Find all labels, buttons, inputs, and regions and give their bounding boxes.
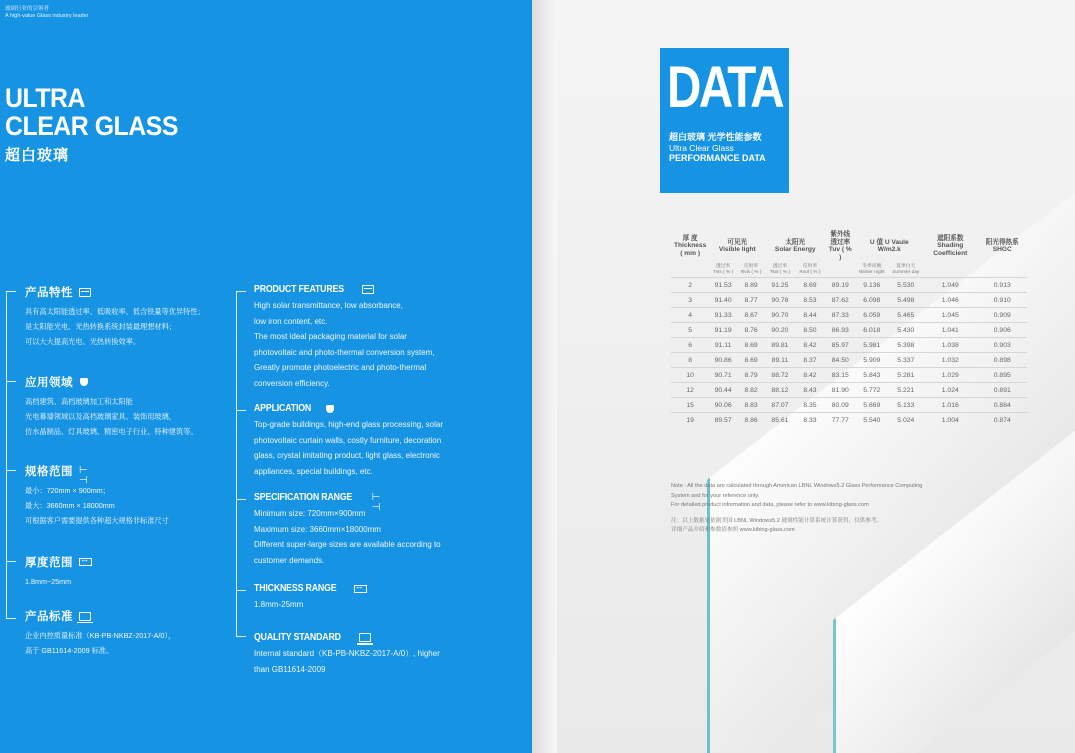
table-cell: 0.910: [977, 293, 1027, 308]
table-cell: 0.913: [977, 278, 1027, 293]
table-cell: 85.61: [765, 413, 794, 428]
title-line-1: ULTRA: [5, 83, 86, 113]
table-row: [671, 368, 1027, 383]
tick: [236, 590, 246, 591]
gem-icon: [79, 377, 89, 387]
table-cell: 1.029: [923, 368, 977, 383]
en-section-standard: [254, 632, 440, 677]
table-cell: 19: [671, 413, 709, 428]
table-cell: 1.041: [923, 323, 977, 338]
table-cell: 8.69: [737, 353, 765, 368]
table-header-cell: 紫外线 透过率 Tuv ( % ): [828, 231, 852, 261]
en-line: than GB11614-2009: [254, 664, 326, 674]
en-heading: PRODUCT FEATURES: [254, 284, 344, 295]
standard-icon: [359, 633, 371, 642]
zh-heading: 规格范围: [25, 466, 73, 478]
zh-line: 1.8mm~25mm: [25, 577, 72, 586]
table-cell: 91.11: [709, 338, 737, 353]
table-cell: 81.90: [825, 383, 855, 398]
tick: [6, 618, 16, 619]
en-line: appliances, special buildings, etc.: [254, 466, 373, 476]
table-cell: 5.024: [888, 413, 923, 428]
table-cell: 8.42: [795, 368, 826, 383]
table-cell: 6.098: [855, 293, 888, 308]
zh-section-features: [25, 284, 205, 349]
tick: [6, 291, 16, 292]
table-cell: 91.25: [765, 278, 794, 293]
zh-line: 光电幕墙领域以及高档玻璃家具、装饰用玻璃，: [25, 412, 176, 421]
table-cell: 5.498: [888, 293, 923, 308]
en-line: photovoltaic and photo-thermal conversion system,: [254, 347, 435, 357]
table-cell: 8.43: [795, 383, 826, 398]
zh-line: 可以大大提高光电、光热转换效率。: [25, 337, 141, 346]
table-cell: 5.221: [888, 383, 923, 398]
table-cell: 83.15: [825, 368, 855, 383]
tick: [6, 470, 16, 471]
table-cell: 0.909: [977, 308, 1027, 323]
zh-section-standard: [25, 608, 175, 658]
zh-line: 仿水晶制品、灯具玻璃、精密电子行业、特种建筑等。: [25, 427, 198, 436]
table-cell: 8.82: [737, 383, 765, 398]
table-cell: 90.86: [709, 353, 737, 368]
table-cell: 12: [671, 383, 709, 398]
right-page: [557, 0, 1075, 753]
table-cell: 89.57: [709, 413, 737, 428]
en-section-spec: [254, 492, 441, 568]
tape-icon: [362, 285, 374, 294]
table-cell: 1.049: [923, 278, 977, 293]
table-cell: 1.004: [923, 413, 977, 428]
table-header-cell: 阳光得热系 SHGC: [985, 238, 1019, 253]
table-cell: 5.281: [888, 368, 923, 383]
en-line: customer demands.: [254, 555, 325, 565]
table-cell: 0.891: [977, 383, 1027, 398]
table-cell: 5.669: [855, 398, 888, 413]
table-cell: 90.20: [765, 323, 794, 338]
zh-line: 企业内控质量标准（KB-PB-NKBZ-2017-A/0），: [25, 631, 176, 640]
table-row: [671, 338, 1027, 353]
zh-line: 高于 GB11614-2009 标准。: [25, 646, 114, 655]
note-en-line: For detailed product information and data, please refer to www.kibing-glass.com: [671, 502, 869, 508]
table-subheader-cell: [825, 262, 855, 278]
left-page: [0, 0, 532, 753]
table-cell: 90.06: [709, 398, 737, 413]
table-cell: 90.71: [709, 368, 737, 383]
table-cell: 84.50: [825, 353, 855, 368]
table-subheader-cell: 透过率 Tvis ( % ): [712, 264, 734, 275]
table-subheader-cell: 冬季夜晚 Winter night: [859, 264, 885, 275]
thickness-icon: [354, 585, 367, 593]
table-subheader-cell: [977, 262, 1027, 278]
table-row: [671, 323, 1027, 338]
zh-line: 高档建筑、高档玻璃加工和太阳能: [25, 397, 133, 406]
table-cell: 8.83: [737, 398, 765, 413]
performance-table: [671, 230, 1027, 428]
table-cell: 88.72: [765, 368, 794, 383]
table-cell: 15: [671, 398, 709, 413]
zh-heading: 产品标准: [25, 611, 73, 623]
table-cell: 8.67: [737, 308, 765, 323]
zh-line: 可根据客户需要提供各种超大规格非标准尺寸: [25, 516, 169, 525]
table-row: [671, 278, 1027, 293]
table-subheader-row: [671, 262, 1027, 278]
en-line: Maximum size: 3660mm×18000mm: [254, 524, 381, 534]
zh-line: 最小：720mm × 900mm；: [25, 486, 110, 495]
en-line: Minimum size: 720mm×900mm: [254, 509, 366, 518]
table-cell: 88.12: [765, 383, 794, 398]
note: [671, 482, 1001, 536]
data-title-box: [660, 48, 789, 193]
table-cell: 10: [671, 368, 709, 383]
table-cell: 85.97: [825, 338, 855, 353]
table-cell: 1.045: [923, 308, 977, 323]
table-cell: 6: [671, 338, 709, 353]
table-row: [671, 293, 1027, 308]
en-section-application: [254, 403, 443, 479]
tagline: [5, 6, 88, 20]
table-cell: 8.77: [737, 293, 765, 308]
table-cell: 8.50: [795, 323, 826, 338]
table-cell: 6.018: [855, 323, 888, 338]
zh-section-thickness: [25, 554, 92, 589]
table-cell: 8.86: [737, 413, 765, 428]
zh-heading: 厚度范围: [25, 557, 73, 569]
thickness-icon: [79, 558, 92, 566]
table-cell: 5.843: [855, 368, 888, 383]
tape-icon: [79, 288, 91, 297]
note-en-line: System and for your reference only.: [671, 492, 760, 499]
gem-icon: [325, 404, 335, 414]
table-cell: 1.016: [923, 398, 977, 413]
table-cell: 1.046: [923, 293, 977, 308]
table-cell: 0.884: [977, 398, 1027, 413]
table-cell: 5.909: [855, 353, 888, 368]
table-header-cell: 厚 度 Thickness ( mm ): [674, 234, 707, 257]
table-cell: 80.09: [825, 398, 855, 413]
en-section-thickness: [254, 583, 367, 613]
table-cell: 0.895: [977, 368, 1027, 383]
table-row: [671, 353, 1027, 368]
standard-icon: [79, 612, 91, 621]
right-tree-line: [236, 291, 237, 636]
table-cell: 87.07: [765, 398, 794, 413]
table-cell: 91.53: [709, 278, 737, 293]
table-cell: 8.42: [795, 338, 826, 353]
zh-heading: 应用领域: [25, 377, 73, 389]
tick: [236, 636, 246, 637]
zh-section-application: [25, 374, 198, 439]
table-cell: 2: [671, 278, 709, 293]
table-row: [671, 308, 1027, 323]
tick: [236, 291, 246, 292]
table-cell: 91.40: [709, 293, 737, 308]
en-line: Internal standard（KB-PB-NKBZ-2017-A/0）, higher: [254, 649, 440, 658]
table-cell: 91.33: [709, 308, 737, 323]
table-cell: 8.89: [737, 278, 765, 293]
data-subtitle-en: Ultra Clear Glass: [669, 142, 734, 153]
data-subtitle-zh: 超白玻璃 光学性能参数: [669, 132, 762, 142]
table-cell: 0.898: [977, 353, 1027, 368]
table-cell: 0.874: [977, 413, 1027, 428]
table-row: [671, 413, 1027, 428]
en-line: glass, crystal imitating product, light glass, electronic: [254, 451, 440, 460]
note-zh-line: 详细产品介绍和参数请参照 www.kibing-glass.com: [671, 527, 795, 533]
table-header-cell: U 值 U Vaule W/m2.k: [869, 238, 909, 253]
tick: [236, 410, 246, 411]
table-cell: 8.76: [737, 323, 765, 338]
table-subheader-cell: [923, 262, 977, 278]
left-tree-line: [6, 291, 7, 618]
table-cell: 90.44: [709, 383, 737, 398]
table-cell: 8.79: [737, 368, 765, 383]
table-header-cell: 可见光 Visible light: [718, 238, 756, 253]
zh-section-spec: [25, 463, 169, 528]
en-heading: SPECIFICATION RANGE: [254, 492, 353, 503]
table-header-cell: 太阳光 Solar Energy: [774, 238, 816, 253]
table-cell: 5.981: [855, 338, 888, 353]
range-icon: ⊢ ⊣: [371, 491, 381, 513]
table-cell: 8.37: [795, 353, 826, 368]
en-heading: APPLICATION: [254, 403, 312, 414]
table-subheader-cell: 反射率 Rvis ( % ): [740, 264, 762, 275]
en-line: High solar transmittance, low absorbance,: [254, 301, 403, 310]
table-cell: 5.337: [888, 353, 923, 368]
en-heading: QUALITY STANDARD: [254, 632, 341, 643]
table-cell: 86.93: [825, 323, 855, 338]
en-line: conversion efficiency.: [254, 378, 330, 388]
table-cell: 1.032: [923, 353, 977, 368]
table-cell: 5.772: [855, 383, 888, 398]
en-line: Top-grade buildings, high-end glass processing, solar: [254, 420, 443, 429]
zh-line: 具有高太阳能透过率、低吸收率、低含铁量等优异特性；: [25, 307, 205, 316]
tick: [236, 499, 246, 500]
en-line: 1.8mm-25mm: [254, 600, 304, 609]
table-cell: 5.465: [888, 308, 923, 323]
table-cell: 8.53: [795, 293, 826, 308]
data-subtitle-caps: PERFORMANCE DATA: [669, 153, 766, 163]
hero-title: [5, 84, 193, 165]
table-cell: 3: [671, 293, 709, 308]
table-cell: 5: [671, 323, 709, 338]
range-icon: ⊢ ⊣: [79, 465, 88, 486]
table-cell: 90.70: [765, 308, 794, 323]
table-cell: 5.430: [888, 323, 923, 338]
table-cell: 4: [671, 308, 709, 323]
table-cell: 8.44: [795, 308, 826, 323]
table-cell: 90.78: [765, 293, 794, 308]
en-line: The most ideal packaging material for solar: [254, 332, 407, 341]
table-subheader-cell: [671, 262, 709, 278]
table-cell: 8.33: [795, 413, 826, 428]
table-cell: 8.69: [795, 278, 826, 293]
table-cell: 5.530: [888, 278, 923, 293]
table-cell: 0.906: [977, 323, 1027, 338]
table-cell: 87.62: [825, 293, 855, 308]
table-header-row: [671, 230, 1027, 262]
zh-line: 最大：3660mm × 18000mm: [25, 501, 115, 510]
table-row: [671, 398, 1027, 413]
data-big-title: DATA: [667, 55, 783, 120]
en-section-features: [254, 284, 435, 391]
tick: [6, 381, 16, 382]
table-cell: 5.398: [888, 338, 923, 353]
en-line: photovoltaic curtain walls, costly furniture, decoration: [254, 435, 442, 445]
table-cell: 5.133: [888, 398, 923, 413]
table-cell: 8.69: [737, 338, 765, 353]
note-en-line: Note : All the data are calculated through American LBNL Windows5.2 Glass Performance Computing: [671, 483, 923, 489]
tagline-en: A high-value Glass industry leader: [5, 13, 89, 19]
title-zh: 超白玻璃: [5, 147, 70, 164]
table-cell: 9.136: [855, 278, 888, 293]
table-cell: 89.81: [765, 338, 794, 353]
table-subheader-cell: 反射率 Rsol ( % ): [799, 264, 821, 275]
note-zh-line: 注：以上数据是依据美国 LBNL Windows5.2 玻璃性能计算系统计算获得，仅供参考。: [671, 517, 883, 524]
table-cell: 1.038: [923, 338, 977, 353]
en-line: Greatly promote photoelectric and photo-thermal: [254, 363, 427, 372]
table-cell: 8.35: [795, 398, 826, 413]
table-row: [671, 383, 1027, 398]
table-cell: 89.11: [765, 353, 794, 368]
table-cell: 0.903: [977, 338, 1027, 353]
en-line: low iron content, etc.: [254, 316, 328, 326]
table-cell: 91.19: [709, 323, 737, 338]
en-heading: THICKNESS RANGE: [254, 583, 337, 594]
en-line: Different super-large sizes are available according to: [254, 540, 441, 549]
zh-heading: 产品特性: [25, 287, 73, 299]
tick: [6, 561, 16, 562]
table-cell: 87.33: [825, 308, 855, 323]
table-subheader-cell: 透过率 Tsol ( % ): [769, 264, 790, 275]
table-cell: 89.19: [825, 278, 855, 293]
table-cell: 5.540: [855, 413, 888, 428]
table-header-cell: 遮阳系数 Shading Coefficient: [933, 234, 968, 257]
zh-line: 是太阳能光电、光热转换系统封装最理想材料；: [25, 322, 176, 331]
title-line-2: CLEAR GLASS: [5, 111, 178, 141]
tagline-zh: 玻璃行业的引领者: [5, 6, 50, 12]
table-cell: 77.77: [825, 413, 855, 428]
page-gutter: [532, 0, 557, 753]
table-cell: 6.059: [855, 308, 888, 323]
table-cell: 8: [671, 353, 709, 368]
table-subheader-cell: 夏季白天 Summer day: [892, 264, 920, 275]
table-cell: 1.024: [923, 383, 977, 398]
